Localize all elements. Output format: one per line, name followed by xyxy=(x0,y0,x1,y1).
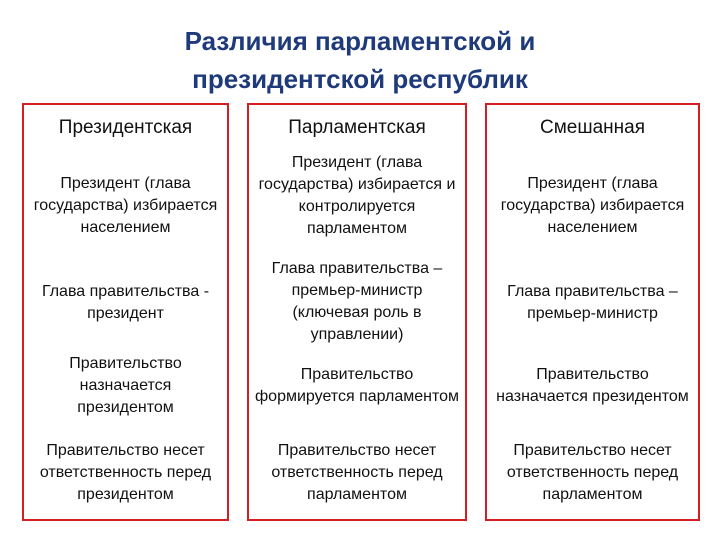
cell-parliamentary-head-of-government: Глава правительства – премьер-министр (ключевая роль в управлении) xyxy=(247,260,467,346)
cell-presidential-responsibility: Правительство несет ответственность перед президентом xyxy=(22,426,229,521)
cell-presidential-government-formation: Правительство назначается президентом xyxy=(22,346,229,426)
cell-mixed-head-of-state: Президент (глава государства) избирается населением xyxy=(485,151,700,260)
cell-presidential-head-of-government: Глава правительства - президент xyxy=(22,260,229,346)
cell-parliamentary-head-of-state: Президент (глава государства) избирается и контролируется парламентом xyxy=(247,151,467,260)
slide-title-line-1: Различия парламентской и xyxy=(184,26,536,56)
cell-mixed-government-formation: Правительство назначается президентом xyxy=(485,346,700,426)
cell-presidential-head-of-state: Президент (глава государства) избирается населением xyxy=(22,151,229,260)
header-presidential: Президентская xyxy=(22,103,229,151)
cell-parliamentary-responsibility: Правительство несет ответственность перед парламентом xyxy=(247,426,467,521)
header-mixed: Смешанная xyxy=(485,103,700,151)
slide-title-line-2: президентской республик xyxy=(192,64,528,94)
cell-parliamentary-government-formation: Правительство формируется парламентом xyxy=(247,346,467,426)
header-parliamentary: Парламентская xyxy=(247,103,467,151)
cell-mixed-responsibility: Правительство несет ответственность перед парламентом xyxy=(485,426,700,521)
cell-mixed-head-of-government: Глава правительства – премьер-министр xyxy=(485,260,700,346)
